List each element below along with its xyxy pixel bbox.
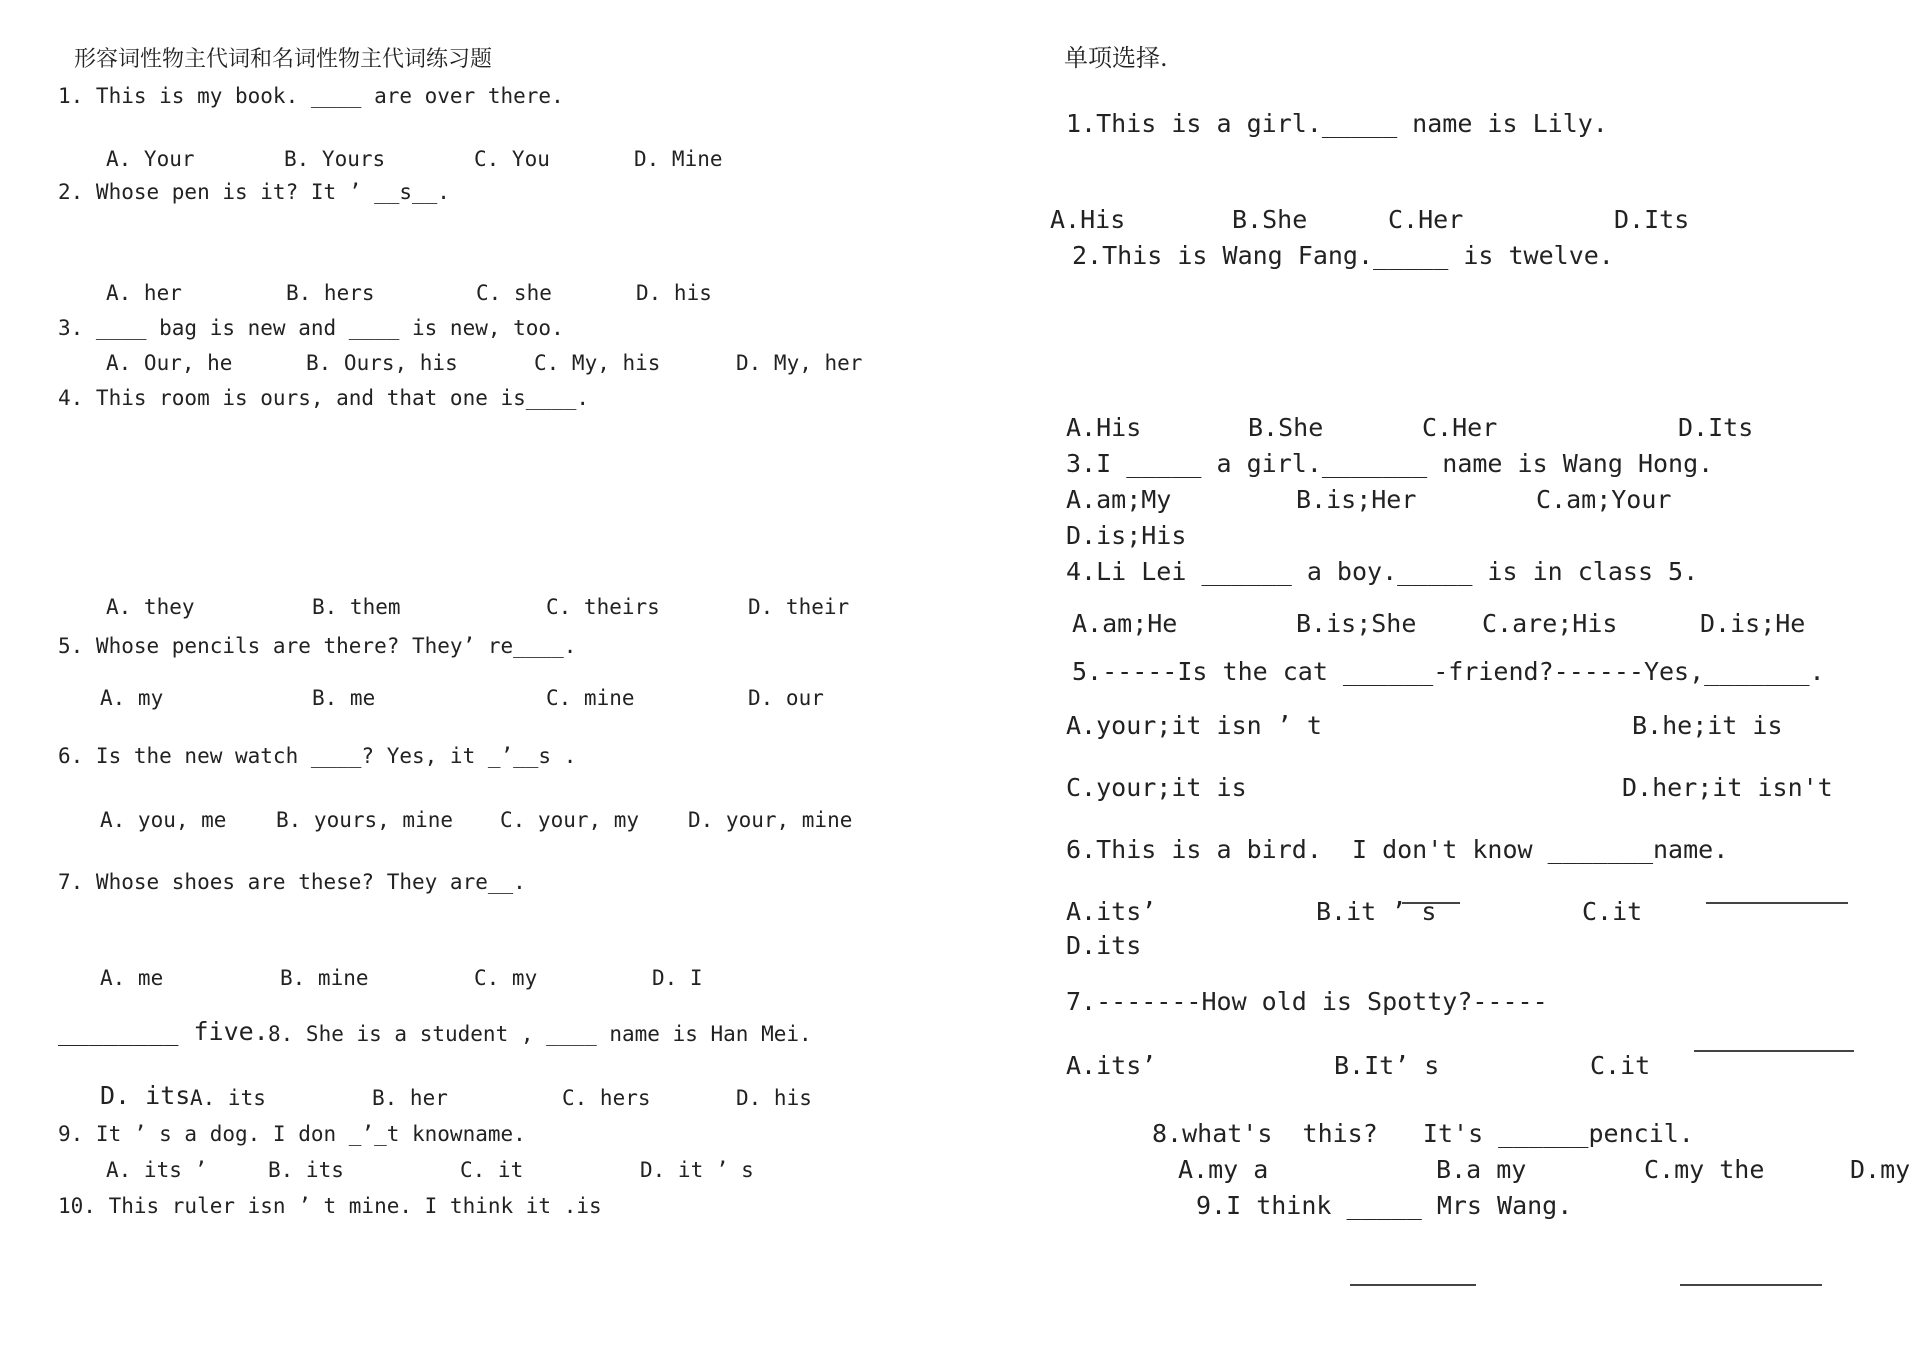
option-c: C.your;it is [1066,773,1247,802]
option-b: B.It’ s [1334,1051,1440,1080]
option-b: B. me [312,686,376,710]
option-a: A. its [190,1086,266,1110]
option-c: C.Her [1388,205,1464,234]
answer-line-prefix: ________ five. [58,1017,269,1046]
option-d-its: D. its [100,1081,191,1110]
option-b: B.a my [1436,1155,1527,1184]
option-b: B.She [1248,413,1324,442]
question-1-left: 1. This is my book. ____ are over there. [58,84,564,108]
option-c: C. my [474,966,538,990]
option-c: C. My, his [534,351,661,375]
option-c: C. You [474,147,550,171]
option-d: D. your, mine [688,808,853,832]
question-5-left: 5. Whose pencils are there? They’ re____. [58,634,577,658]
option-d: D. our [748,686,824,710]
answer-blank-line [1350,1284,1476,1286]
option-c: C. hers [562,1086,651,1110]
option-d: D.is;He [1700,609,1806,638]
answer-blank-line [1706,902,1848,904]
option-d: D.my [1850,1155,1911,1184]
option-b: B. Ours, his [306,351,458,375]
option-a: A. my [100,686,164,710]
question-3-left: 3. ____ bag is new and ____ is new, too. [58,316,564,340]
option-b: B. yours, mine [276,808,454,832]
question-3-right: 3.I _____ a girl._______ name is Wang Hong. [1066,449,1714,478]
option-c: C.my the [1644,1155,1765,1184]
option-a: A. they [106,595,195,619]
question-7-left: 7. Whose shoes are these? They are__. [58,870,526,894]
option-b: B.is;She [1296,609,1417,638]
option-b: B.it ’ s [1316,897,1437,926]
option-d: D. Mine [634,147,723,171]
option-b: B. hers [286,281,375,305]
question-7-right: 7.-------How old is Spotty?----- [1066,987,1548,1016]
option-d: D.Its [1614,205,1690,234]
option-b: B.is;Her [1296,485,1417,514]
answer-blank-line [1694,1050,1854,1052]
question-8-left: 8. She is a student , ____ name is Han Mei. [268,1022,812,1046]
option-b: B.he;it is [1632,711,1783,740]
question-5-right: 5.-----Is the cat ______-friend?------Yes,_______. [1072,657,1825,686]
question-9-right: 9.I think _____ Mrs Wang. [1196,1191,1573,1220]
option-d: D.her;it isn't [1622,773,1833,802]
option-d: D.Its [1678,413,1754,442]
option-c: C.it [1582,897,1643,926]
option-d: D. his [636,281,712,305]
option-a: A.His [1066,413,1142,442]
option-a: A. you, me [100,808,227,832]
option-c: C. it [460,1158,524,1182]
option-c: C.Her [1422,413,1498,442]
option-c: C. your, my [500,808,640,832]
question-1-right: 1.This is a girl._____ name is Lily. [1066,109,1608,138]
option-a: A.am;My [1066,485,1172,514]
section-heading: 单项选择. [1064,44,1168,72]
question-6-right: 6.This is a bird. I don't know _______name. [1066,835,1729,864]
option-d: D. his [736,1086,812,1110]
option-d: D. I [652,966,703,990]
option-c: C. theirs [546,595,660,619]
answer-blank-line [1402,902,1460,904]
option-a: A. its ’ [106,1158,208,1182]
option-d: D. it ’ s [640,1158,754,1182]
option-a: A.my a [1178,1155,1269,1184]
option-a: A. Your [106,147,195,171]
option-c: C. she [476,281,552,305]
question-10-left: 10. This ruler isn ’ t mine. I think it .is [58,1194,602,1218]
question-4-right: 4.Li Lei ______ a boy._____ is in class 5. [1066,557,1699,586]
option-a: A. her [106,281,182,305]
option-b: B. her [372,1086,448,1110]
option-a: A.your;it isn ’ t [1066,711,1322,740]
answer-blank-line [1680,1284,1822,1286]
option-a: A.His [1050,205,1126,234]
option-a: A.its’ [1066,897,1157,926]
question-8-right: 8.what's this? It's ______pencil. [1152,1119,1694,1148]
question-9-left: 9. It ’ s a dog. I don _’_t knowname. [58,1122,526,1146]
option-c: C. mine [546,686,635,710]
option-d: D.its [1066,931,1142,960]
question-6-left: 6. Is the new watch ____? Yes, it _’__s . [58,744,577,768]
option-a: A. me [100,966,164,990]
option-d: D. their [748,595,850,619]
option-c: C.are;His [1482,609,1618,638]
option-b: B. Yours [284,147,386,171]
option-d: D. My, her [736,351,863,375]
option-a: A. Our, he [106,351,233,375]
option-a: A.am;He [1072,609,1178,638]
option-b: B.She [1232,205,1308,234]
option-b: B. its [268,1158,344,1182]
option-b: B. them [312,595,401,619]
option-c: C.am;Your [1536,485,1672,514]
option-d: D.is;His [1066,521,1187,550]
question-4-left: 4. This room is ours, and that one is____. [58,386,590,410]
option-c: C.it [1590,1051,1651,1080]
question-2-left: 2. Whose pen is it? It ’ __s__. [58,180,450,204]
question-2-right: 2.This is Wang Fang._____ is twelve. [1072,241,1614,270]
worksheet-title: 形容词性物主代词和名词性物主代词练习题 [74,47,493,72]
option-a: A.its’ [1066,1051,1157,1080]
option-b: B. mine [280,966,369,990]
